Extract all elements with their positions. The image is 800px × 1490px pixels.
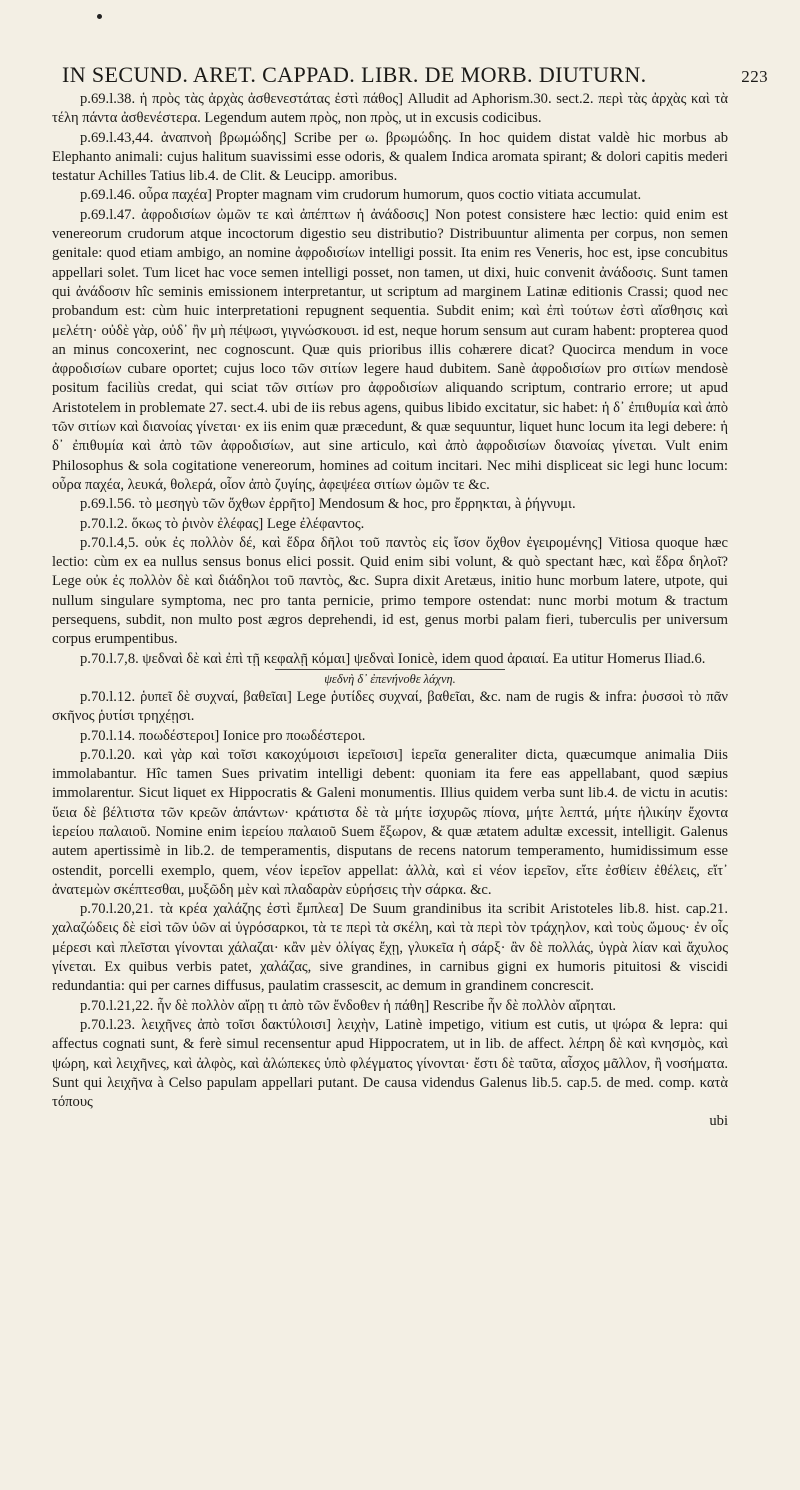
note-paragraph: p.69.l.46. οὖρα παχέα] Propter magnam vim crudorum humorum, quos coctio vitiata accumulat. [80, 187, 642, 204]
ink-dot [97, 14, 102, 19]
note-paragraph: p.70.l.20,21. τὰ κρέα χαλάζης ἐστὶ ἔμπλεα] De Suum grandinibus ita scribit Aristoteles lib.8. hist. cap.21. χαλαζώδεις δὲ εἰσὶ τῶν ὑῶν αἱ ὑγρόσαρκοι, τὰ τε περὶ τὰ σκέλη, καὶ τὰ περὶ τὸν τράχηλον, καὶ τοὺς ὤμους· ἐν οἷς μέρεσι καὶ πλεῖσται γίνονται χάλαζαι· κἂν μὲν ὀλίγας ἔχῃ, γλυκεῖα ἡ σάρξ· ἂν δὲ πολλάς, ὑγρὰ λίαν καὶ ἄχυλος γίνεται. Ex quibus verbis patet, χαλάζας, sive grandines, in carnibus gigni ex humoris pituitosi & viscidi redundantia: qui per carnes diffusus, paulatim crassescit, ac demum in grandinem concrescit. [52, 901, 728, 995]
note-paragraph: p.70.l.14. ποωδέστεροι] Ionice pro ποωδέστεροι. [80, 727, 366, 744]
note-paragraph: p.70.l.23. λειχῆνες ἀπὸ τοῖσι δακτύλοισι] λειχὴν, Latinè impetigo, vitium est cutis, ut ψώρα & lepra: qui affectus cognati sunt, & ferè simul recensentur apud Hippocratem, ut in lib. de affect. λέπρη δὲ καὶ κνησμὸς, καὶ ψώρη, καὶ λειχῆνες, καὶ ἀλφὸς, καὶ ἀλώπεκες ὑπὸ φλέγματος γίνονται· ἔστι δὲ ταῦτα, αἶσχος μᾶλλον, ἢ νοσήματα. Sunt qui λειχῆνα à Celso papulam appellari putant. De causa videndus Galenus lib.5. cap.5. de med. comp. κατὰ τόπους [52, 1016, 728, 1111]
note-paragraph: p.70.l.4,5. οὐκ ἐς πολλὸν δέ, καὶ ἕδρα δῆλοι τοῦ παντὸς εἰς ἴσον ὄχθον ἐγειρομένης] Vitiosa quoque hæc lectio: cùm ex ea nullus sensus bonus elici possit. Quid enim sibi volunt, & quò spectant hæc, καὶ ἕδρα δηλοῖ? Lege οὐκ ἐς πολλὸν δὲ καὶ διάδηλοι τοῦ παντὸς, &c. Supra dixit Aretæus, initio hunc morbum latere, utpote, qui nullum singulare symptoma, nec pro tanta pernicie, primo tempore ostendat: nunc morbi motum & tractum persequens, subdit, non multo post ægros deprehendi, id est, genus morbi palam fieri, tuberculis per universum corpus erumpentibus. [52, 534, 728, 648]
page-number: 223 [741, 67, 768, 86]
note-paragraph: p.69.l.56. τὸ μεσηγὺ τῶν ὄχθων ἐρρῆτο] Mendosum & hoc, pro ἔρρηκται, à ῥήγνυμι. [80, 496, 576, 513]
note-paragraph: p.69.l.38. ἡ πρὸς τὰς ἀρχὰς ἀσθενεστάτας ἐστὶ πάθος] Alludit ad Aphorism.30. sect.2. περὶ τὰς ἀρχὰς καὶ τὰ τέλη πάντα ἀσθενέστερα. Legendum autem πρὸς, non πρὸς, ut in excusis codicibus. [52, 91, 728, 127]
note-paragraph: p.70.l.21,22. ἦν δὲ πολλὸν αἴρῃ τι ἀπὸ τῶν ἔνδοθεν ἡ πάθη] Rescribe ἦν δὲ πολλὸν αἴρηται. [80, 997, 617, 1014]
running-header [52, 62, 768, 88]
catchword: ubi [709, 1113, 728, 1130]
note-paragraph: p.69.l.43,44. ἀναπνοὴ βρωμώδης] Scribe per ω. βρωμώδης. In hoc quidem distat valdè hic morbus ab Elephanto animali: cujus halitum suavissimi esse odoris, & qualem Indica aromata spirant; & dolori capitis mederi testatur Achilles Tatius lib.4. de Clit. & Leucipp. amoribus. [52, 129, 728, 185]
note-paragraph: p.70.l.2. ὅκως τὸ ῥινὸν ἐλέφας] Lege ἐλέφαντος. [80, 515, 365, 532]
homer-quote: ψεδνὴ δ᾽ ἐπενήνοθε λάχνη. [275, 669, 505, 688]
running-title: IN SECUND. ARET. CAPPAD. LIBR. DE MORB. DIUTURN. [62, 62, 647, 87]
note-paragraph: p.70.l.7,8. ψεδναὶ δὲ καὶ ἐπὶ τῇ κεφαλῇ κόμαι] ψεδναὶ Ionicè, idem quod ἀραιαί. Ea utitur Homerus Iliad.6. [80, 650, 706, 667]
note-paragraph: p.69.l.47. ἀφροδισίων ὠμῶν τε καὶ ἀπέπτων ἡ ἀνάδοσις] Non potest consistere hæc lectio: quid enim est venereorum crudorum atque incoctorum digestio seu distributio? Distribuuntur alimenta per corpus, non semen genitale: quod etiam ambigo, an nomine ἀφροδισίων intelligi possit. Ita enim res Veneris, hoc est, ipse concubitus appellari solet. Tum licet hac voce semen intelligi posset, non tamen, ut dixi, huic convenit ἀνάδοσις. Sunt tamen qui ἀνάδοσιν hîc seminis emissionem interpretantur, ut scriptum ad marginem Latinæ editionis Crassi; quod nec probandum est: cùm huic interpretationi repugnent sequentia. Subdit enim; καὶ ἐπὶ τούτων ἐστὶ αἴσθησις καὶ μελέτη· οὐδὲ γὰρ, οὐδ᾽ ἢν μὴ πέψωσι, γιγνώσκουσι. id est, neque horum sensum aut curam habent: propterea quod an minus concoxerint, nec cognoscunt. Quæ quis prioribus illis cohærere dicat? Quocirca mendum in voce ἀφροδισίων cubare oportet; cujus loco τῶν σιτίων legere haud dubitem. Sanè ἀφροδισίων pro σιτίων mendosè positum faciliùs credat, qui sciat τῶν σιτίων pro ἀφροδισίων aliquando scriptum, contrario errore; ut apud Aristotelem in problemate 27. sect.4. ubi de iis rebus agens, quibus libido excitatur, sic habet: ἡ δ᾽ ἐπιθυμία καὶ ἀπὸ τῶν σιτίων καὶ διανοίας γίνεται· ex iis enim quæ præcedunt, & quæ sequuntur, liquet hunc locum ita legi debere: ἡ δ᾽ ἐπιθυμία καὶ ἀπὸ τῶν ἀφροδισίων, aut sine articulo, καὶ ἀπὸ ἀφροδισίων διανοίας γίνεται. Vult enim Philosophus & sola cogitatione venereorum, homines ad coitum incitari. Nec mihi displiceat sic legi hunc locum: οὖρα παχέα, λευκά, θολερά, οἷον ἀπὸ ζυγίης, ἀφεψέεα σιτίων ὠμῶν τε &c. [52, 206, 728, 493]
note-paragraph: p.70.l.12. ῥυπεῖ δὲ συχναί, βαθεῖαι] Lege ῥυτίδες συχναί, βαθεῖαι, &c. nam de rugis & infra: ῥυσσοὶ τὸ πᾶν σκῆνος ῥυτίσι τρηχέῃσι. [52, 688, 728, 725]
note-paragraph: p.70.l.20. καὶ γὰρ καὶ τοῖσι κακοχύμοισι ἱερεῖοισι] ἱερεῖα generaliter dicta, quæcumque animalia Diis immolabantur. Hîc tamen Sues privatim intelligi debent: quoniam ita fere eas appellabant, quod sæpius immolarentur. Sicut liquet ex Hippocratis & Galeni monumentis. Illius quidem verba sunt lib.4. de victu in acutis: ὕεια δὲ βέλτιστα τῶν κρεῶν ἁπάντων· κράτιστα δὲ τὰ μήτε ἰσχυρῶς πίονα, μήτε λεπτά, μήτε ἡλικίην ἔχοντα ἱερείου παλαιοῦ. Nomine enim ἱερείου παλαιοῦ Suem ἔξωρον, & quæ ætatem adultæ excessit, intelligit. Galenus autem apertissimè in lib.2. de temperamentis, disputans de recens natorum temperamento, humidissimum esse ostendit, porcelli exemplo, quem, νέον ἱερεῖον appellat: ἀλλὰ, καὶ εἰ νέον ἱερεῖον, εἴτε ἐσθίειν ἐθέλεις, εἴτ᾽ ἀνατεμὼν σκέπτεσθαι, μυξῶδη μὲν καὶ πλαδαρὰν εὑρήσεις τὴν σάρκα. &c. [52, 746, 728, 898]
commentary-body [52, 90, 728, 1132]
